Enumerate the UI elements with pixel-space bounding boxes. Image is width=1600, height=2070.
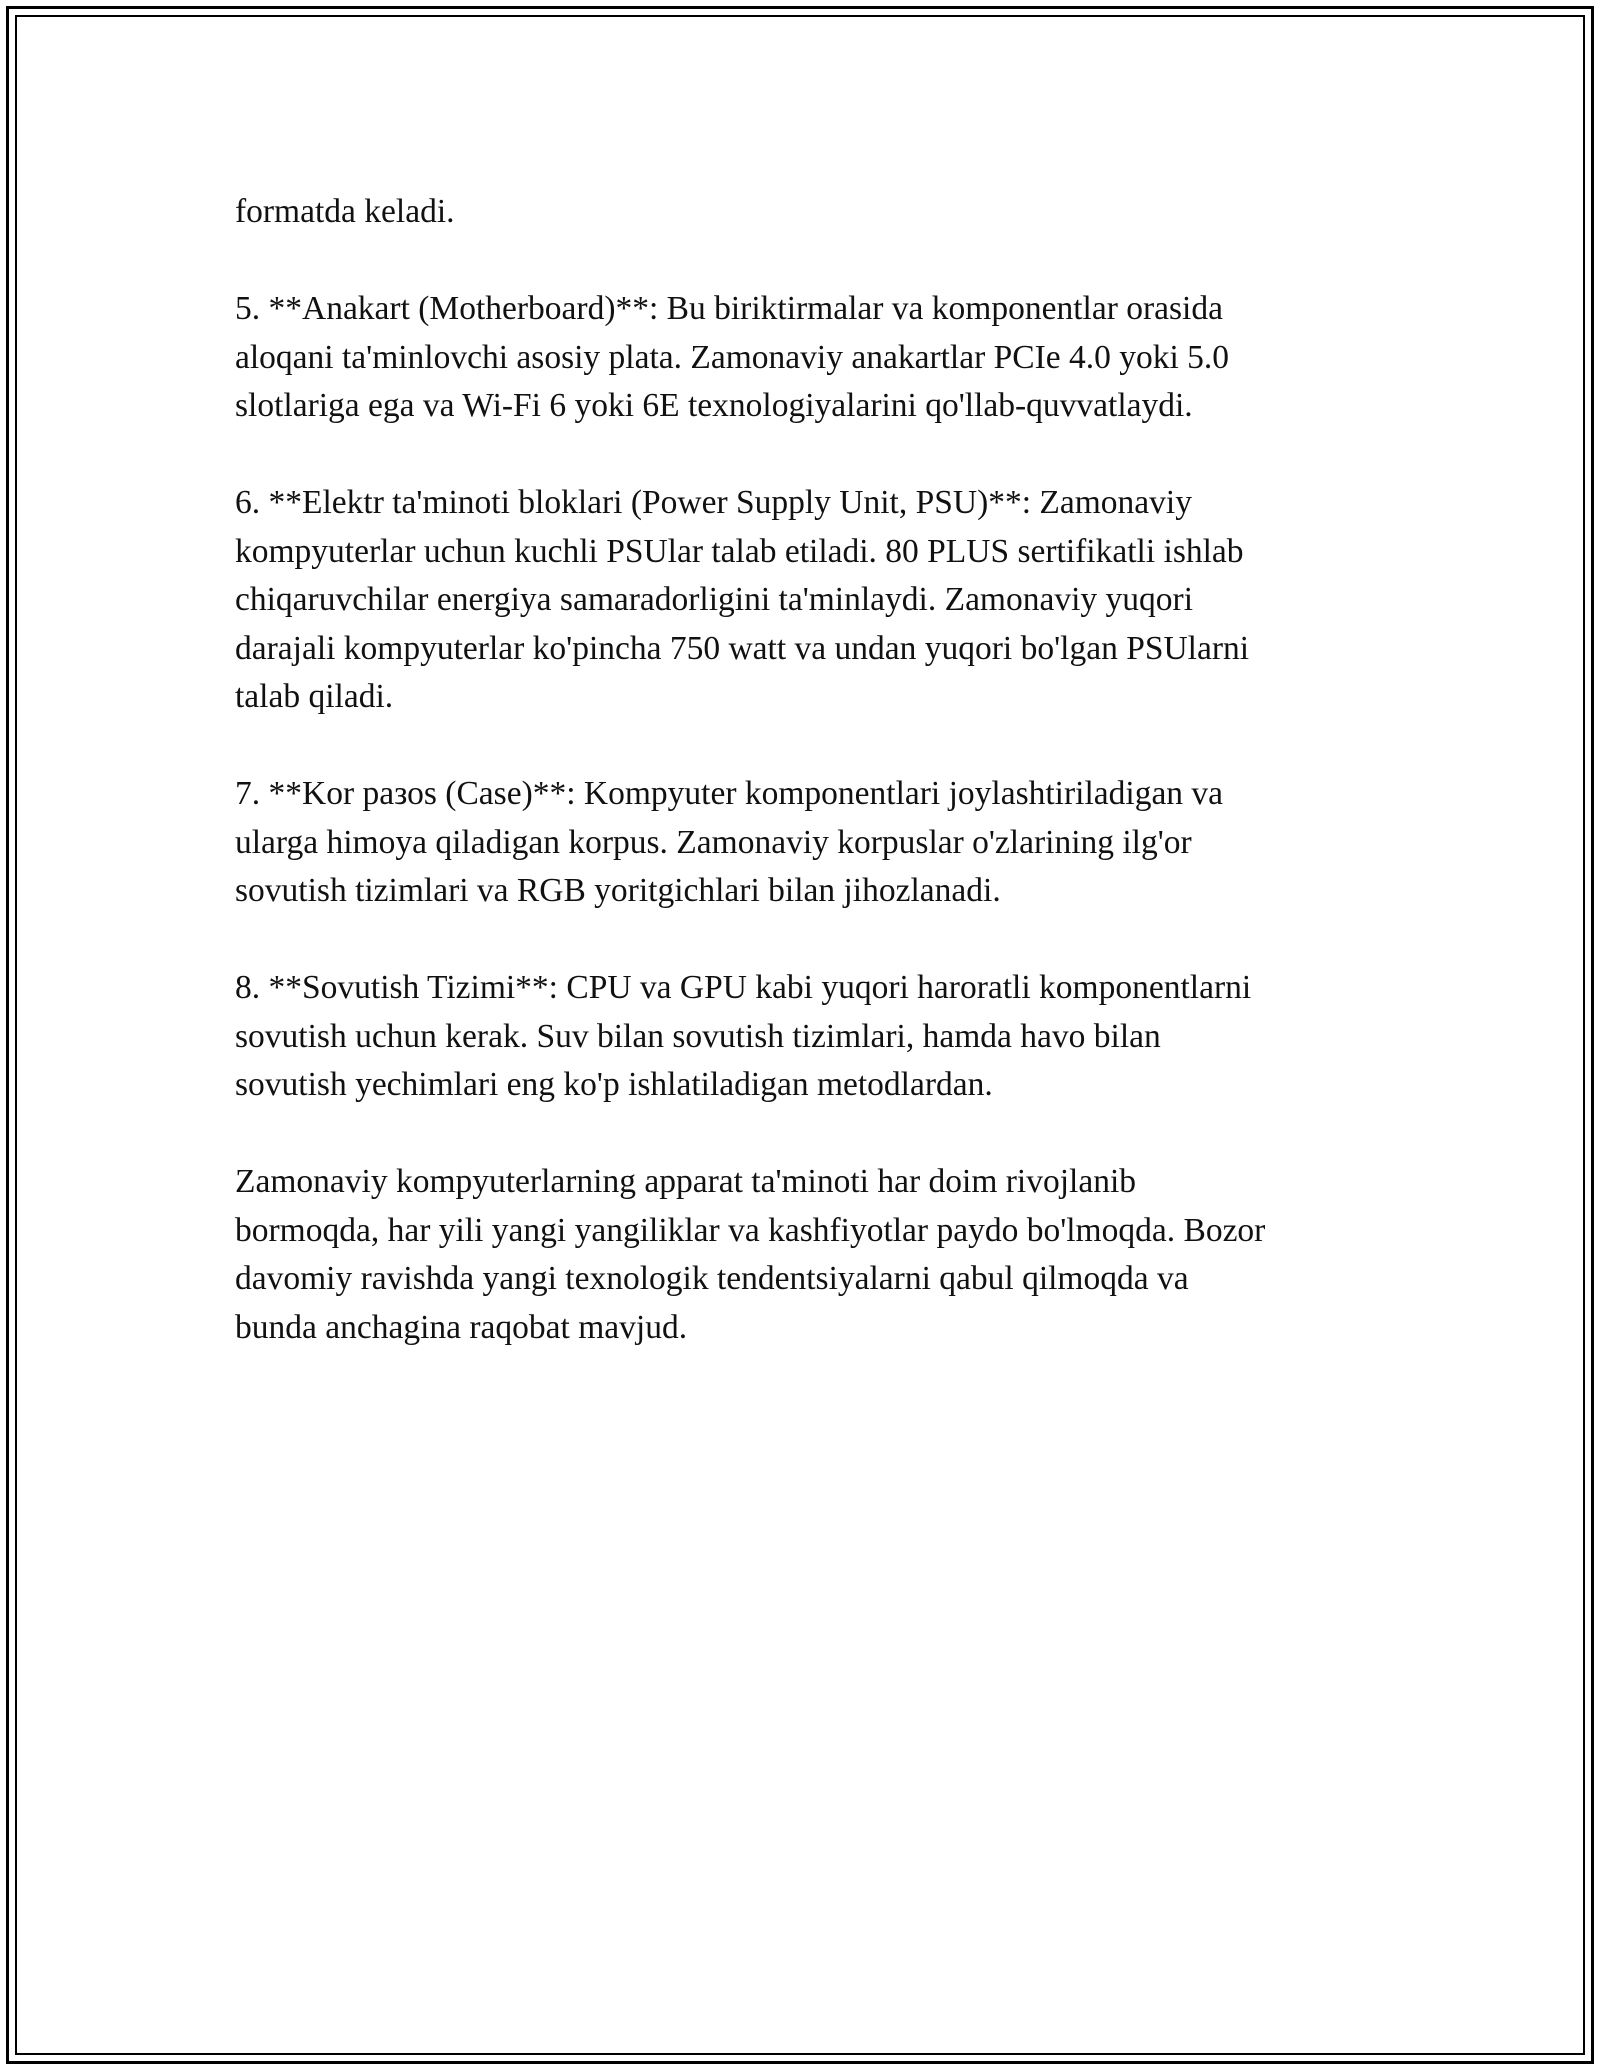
paragraph-item-8-cooling: 8. **Sovutish Tizimi**: CPU va GPU kabi yuqori haroratli komponentlarni sovutish uchun kerak. Suv bilan sovutish tizimlari, hamda havo bilan sovutish yechimlari eng ko'p ishlatiladigan metodlardan. bbox=[235, 969, 1252, 1103]
paragraph-item-7-case: 7. **Kor разоs (Case)**: Kompyuter komponentlari joylashtiriladigan va ularga himoya qiladigan korpus. Zamonaviy korpuslar o'zlarining ilg'or sovutish tizimlari va RGB yoritgichlari bilan jihozlanadi. bbox=[235, 775, 1224, 909]
paragraph-conclusion: Zamonaviy kompyuterlarning apparat ta'minoti har doim rivojlanib bormoqda, har yili yangi yangiliklar va kashfiyotlar paydo bo'lmoqda. Bozor davomiy ravishda yangi texnologik tendentsiyalarni qabul qilmoqda va bunda anchagina raqobat mavjud. bbox=[235, 1163, 1266, 1346]
paragraph-item-6-psu: 6. **Elektr ta'minoti bloklari (Power Supply Unit, PSU)**: Zamonaviy kompyuterlar uchun kuchli PSUlar talab etiladi. 80 PLUS sertifikatli ishlab chiqaruvchilar energiya samaradorligini ta'minlaydi. Zamonaviy yuqori darajali kompyuterlar ko'pincha 750 watt va undan yuqori bo'lgan PSUlarni talab qiladi. bbox=[235, 484, 1250, 715]
paragraph-item-5-motherboard: 5. **Anakart (Motherboard)**: Bu biriktirmalar va komponentlar orasida aloqani ta'minlovchi asosiy plata. Zamonaviy anakartlar PCIe 4.0 yoki 5.0 slotlariga ega va Wi-Fi 6 yoki 6E texnologiyalarini qo'llab-quvvatlaydi. bbox=[235, 290, 1230, 424]
document-body bbox=[235, 188, 1385, 1401]
paragraph-continuation: formatda keladi. bbox=[235, 193, 455, 230]
